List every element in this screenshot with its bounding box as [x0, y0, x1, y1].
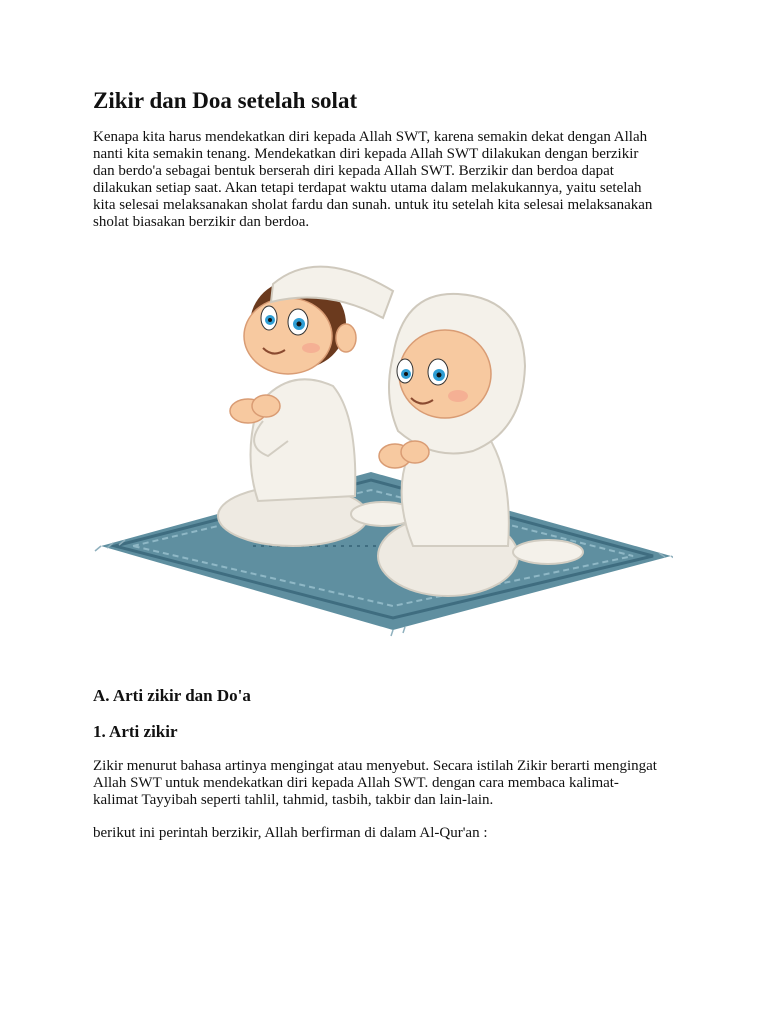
intro-paragraph: Kenapa kita harus mendekatkan diri kepada Allah SWT, karena semakin dekat dengan Allah nanti kita semakin tenang. Mendekatkan diri kepada Allah SWT dilakukan dengan berzikir dan berdo'a sebagai bentuk berserah diri kepada Allah SWT. Berzikir dan berdoa dapat dilakukan setiap saat. Akan tetapi terdapat waktu utama dalam melakukannya, yaitu setelah kita selesai melaksanakan sholat fardu dan sunah. untuk itu setelah kita selesai melaksanakan sholat biasakan berzikir dan berdoa.: [93, 129, 653, 230]
section-heading-1: 1. Arti zikir: [93, 722, 178, 741]
boy-figure: [218, 267, 415, 546]
document-body: [93, 86, 683, 231]
zikir-paragraph: Zikir menurut bahasa artinya mengingat atau menyebut. Secara istilah Zikir berarti mengingat Allah SWT untuk mendekatkan diri kepada Allah SWT. dengan cara membaca kalimat- kalimat Tayyibah seperti tahlil, tahmid, tasbih, takbir dan lain-lain.: [93, 758, 657, 808]
perintah-paragraph: berikut ini perintah berzikir, Allah berfirman di dalam Al-Qur'an :: [93, 825, 488, 841]
children-praying-illustration: [93, 246, 673, 638]
section-heading-a: A. Arti zikir dan Do'a: [93, 686, 251, 705]
page-title: Zikir dan Doa setelah solat: [93, 88, 358, 113]
girl-figure: [378, 294, 583, 596]
